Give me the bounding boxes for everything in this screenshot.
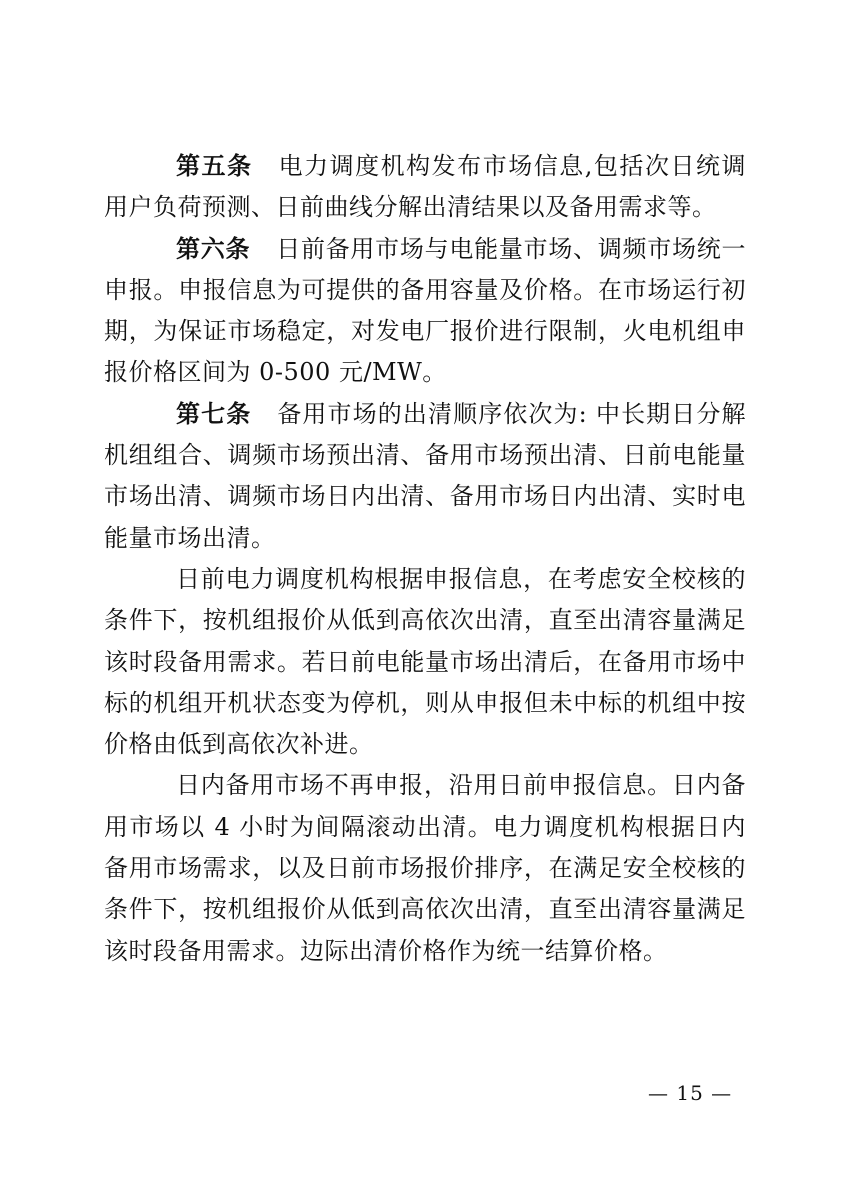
paragraph-body: 日内备用市场不再申报，沿用日前申报信息。日内备用市场以 4 小时为间隔滚动出清。电力调度机构根据日内备用市场需求，以及日前市场报价排序，在满足安全校核的条件下，按机组报价从低到高依次出清，直至出清容量满足该时段备用需求。边际出清价格作为统一结算价格。	[104, 771, 746, 965]
article-body: 电力调度机构发布市场信息,包括次日统调用户负荷预测、日前曲线分解出清结果以及备用需求等。	[104, 152, 746, 222]
article-title: 第五条	[176, 152, 253, 180]
article-title: 第六条	[176, 234, 251, 263]
day-ahead-paragraph	[104, 559, 746, 765]
page-number: — 15 —	[648, 1081, 733, 1105]
article-5-paragraph	[104, 146, 746, 229]
article-body: 备用市场的出清顺序依次为: 中长期日分解机组组合、调频市场预出清、备用市场预出清、日前电能量市场出清、调频市场日内出清、备用市场日内出清、实时电能量市场出清。	[104, 399, 746, 552]
intraday-paragraph	[104, 765, 746, 971]
body-text	[104, 146, 746, 972]
article-body: 日前备用市场与电能量市场、调频市场统一申报。申报信息为可提供的备用容量及价格。在市场运行初期，为保证市场稳定，对发电厂报价进行限制，火电机组申报价格区间为 0-500 元/MW。	[104, 234, 747, 387]
article-7-paragraph	[104, 394, 746, 559]
article-6-paragraph	[104, 229, 746, 394]
article-title: 第七条	[176, 399, 252, 428]
paragraph-body: 日前电力调度机构根据申报信息，在考虑安全校核的条件下，按机组报价从低到高依次出清，直至出清容量满足该时段备用需求。若日前电能量市场出清后，在备用市场中标的机组开机状态变为停机，则从申报但未中标的机组中按价格由低到高依次补进。	[104, 564, 746, 759]
